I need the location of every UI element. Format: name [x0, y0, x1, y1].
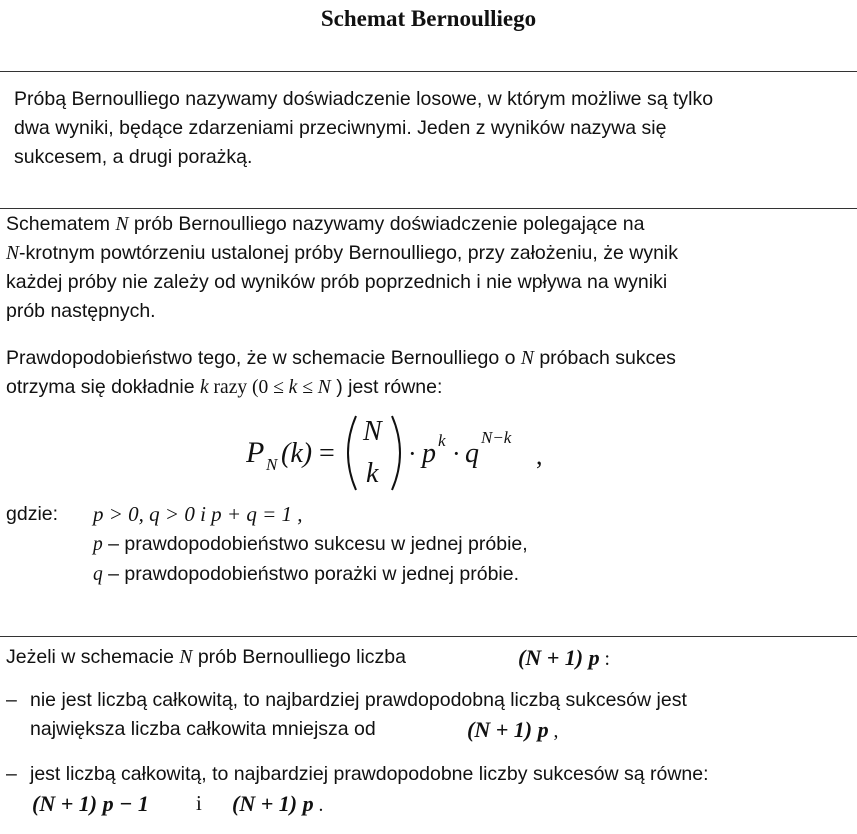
formula-dot: ·	[408, 439, 417, 468]
definition-bernoulli-trial	[14, 85, 713, 172]
text-line: każdej próby nie zależy od wyników prób poprzednich i nie wpływa na wyniki	[6, 271, 668, 293]
formula-dot: ·	[452, 439, 461, 468]
binom-bottom: k	[366, 458, 379, 489]
text-line: Schematem N prób Bernoulliego nazywamy doświadczenie polegające na	[6, 213, 645, 235]
bullet-integer: jest liczbą całkowitą, to najbardziej prawdopodobne liczby sukcesów są równe:	[30, 763, 709, 785]
q-definition: q – prawdopodobieństwo porażki w jednej próbie.	[93, 563, 520, 585]
binom-top: N	[363, 416, 382, 447]
text-line: dwa wyniki, będące zdarzeniami przeciwnymi. Jeden z wyników nazywa się	[14, 117, 667, 139]
definition-bernoulli-scheme	[6, 210, 678, 326]
text-line: największa liczba całkowita mniejsza od	[30, 718, 376, 740]
conditions: p > 0, q > 0 i p + q = 1 ,	[93, 502, 303, 526]
bullet-non-integer	[30, 686, 687, 744]
bullet-dash: –	[6, 763, 17, 785]
text-line: Prawdopodobieństwo tego, że w schemacie Bernoulliego o N próbach sukces	[6, 347, 676, 369]
bullet-integer-expression-2: (N + 1) p .	[232, 791, 324, 816]
text-line: N-krotnym powtórzeniu ustalonej próby Bernoulliego, przy założeniu, że wynik	[6, 242, 679, 264]
formula-q: q	[465, 438, 479, 469]
divider	[0, 636, 857, 637]
page-title: Schemat Bernoulliego	[320, 6, 537, 31]
left-paren	[348, 416, 356, 490]
text-line: nie jest liczbą całkowitą, to najbardziej prawdopodobną liczbą sukcesów jest	[30, 689, 687, 711]
bullet-integer-expressions: (N + 1) p − 1	[32, 791, 149, 816]
conjunction-i: i	[196, 791, 202, 815]
binomial-formula	[246, 410, 566, 496]
formula-p-exp: k	[438, 431, 446, 450]
text-line: Próbą Bernoulliego nazywamy doświadczenie losowe, w którym możliwe są tylko	[14, 88, 714, 110]
formula-P-sub: N	[266, 455, 278, 474]
gdzie-label: gdzie:	[6, 503, 59, 525]
divider	[0, 208, 857, 209]
p-definition: p – prawdopodobieństwo sukcesu w jednej próbie,	[93, 533, 528, 555]
theorem-intro: Jeżeli w schemacie N prób Bernoulliego liczba	[6, 646, 406, 668]
formula-P: P	[246, 436, 265, 469]
theorem-expression: (N + 1) p :	[518, 645, 610, 670]
bullet-dash: –	[6, 689, 17, 711]
formula-equals: =	[319, 438, 335, 469]
probability-statement	[6, 344, 676, 402]
formula-comma: ,	[536, 441, 543, 470]
text-line: otrzyma się dokładnie k razy (0 ≤ k ≤ N ) jest równe:	[6, 376, 443, 398]
formula-q-exp: N−k	[481, 428, 512, 447]
right-paren	[392, 416, 400, 490]
text-line: prób następnych.	[6, 300, 156, 322]
formula-p: p	[422, 438, 436, 469]
bullet-non-integer-expression: (N + 1) p ,	[467, 717, 559, 742]
text-line: sukcesem, a drugi porażką.	[14, 146, 253, 168]
divider	[0, 71, 857, 72]
formula-arg: (k)	[281, 438, 313, 469]
